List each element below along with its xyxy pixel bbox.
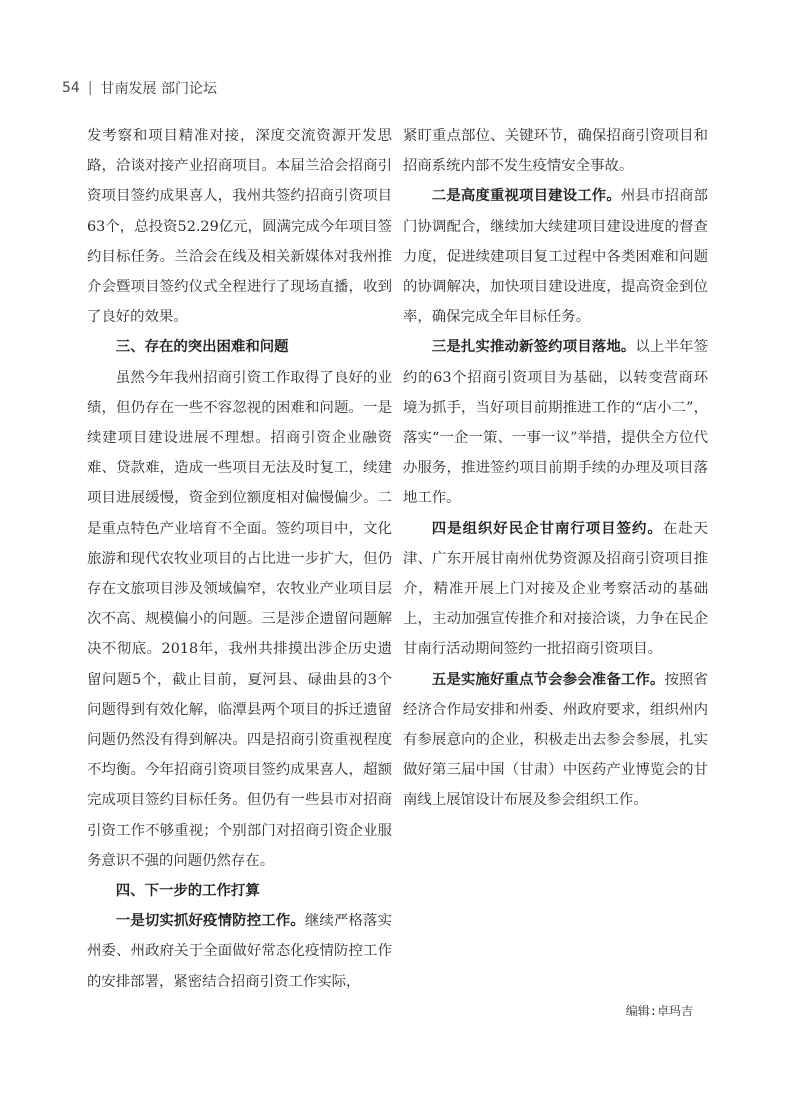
paragraph-new-projects bbox=[403, 332, 708, 513]
running-header bbox=[62, 78, 217, 98]
lead-phrase: 四是组织好民企甘南行项目签约。 bbox=[431, 520, 663, 537]
editor-credit: 编辑:卓玛吉 bbox=[625, 1004, 693, 1018]
paragraph-body: 以上半年签约的63个招商引资项目为基础，以转变营商环境为抓手，当好项目前期推进工作的“店小二”，落实“一企一策、一事一议”举措，提供全方位代办服务，推进签约项目前期手续的办理及项目落地工作。 bbox=[403, 339, 708, 507]
paragraph-body: 在赴天津、广东开展甘南州优势资源及招商引资项目推介，精准开展上门对接及企业考察活动的基础上，主动加强宣传推介和对接洽谈，力争在民企甘南行活动期间签约一批招商引资项目。 bbox=[403, 520, 708, 658]
header-separator: | bbox=[87, 80, 93, 96]
section-heading-next-steps: 四、下一步的工作打算 bbox=[115, 883, 260, 900]
paragraph-private-enterprise bbox=[403, 514, 708, 665]
paragraph-project-construction bbox=[403, 181, 708, 332]
paragraph-epidemic-control bbox=[87, 906, 392, 997]
paragraph-body: 按照省经济合作局安排和州委、州政府要求，组织州内有参展意向的企业，积极走出去参会参展，扎实做好第三届中国（甘肃）中医药产业博览会的甘南线上展馆设计布展及参会组织工作。 bbox=[403, 671, 708, 809]
paragraph-body: 继续严格落实州委、州政府关于全面做好常态化疫情防控工作的安排部署，紧密结合招商引资工作实际， bbox=[87, 913, 392, 990]
paragraph-continued: 发考察和项目精准对接，深度交流资源开发思路，洽谈对接产业招商项目。本届兰洽会招商引资项目签约成果喜人，我州共签约招商引资项目63个，总投资52.29亿元，圆满完成今年项目签约目标任务。兰洽会在线及相关新媒体对我州推介会暨项目签约仪式全程进行了现场直播，收到了良好的效果。 bbox=[87, 128, 392, 326]
section-heading-problems: 三、存在的突出困难和问题 bbox=[115, 339, 289, 356]
right-column bbox=[403, 121, 708, 816]
paragraph-body: 州县市招商部门协调配合，继续加大续建项目建设进度的督查力度，促进续建项目复工过程中各类困难和问题的协调解决，加快项目建设进度，提高资金到位率，确保完成全年目标任务。 bbox=[403, 188, 708, 326]
header-title: 甘南发展 部门论坛 bbox=[100, 81, 217, 97]
paragraph-continued: 紧盯重点部位、关键环节，确保招商引资项目和招商系统内部不发生疫情安全事故。 bbox=[403, 128, 708, 175]
lead-phrase: 二是高度重视项目建设工作。 bbox=[431, 188, 621, 205]
lead-phrase: 三是扎实推动新签约项目落地。 bbox=[431, 339, 636, 356]
paragraph-expo-preparation bbox=[403, 665, 708, 816]
left-column bbox=[87, 121, 392, 997]
lead-phrase: 五是实施好重点节会参会准备工作。 bbox=[431, 671, 665, 688]
lead-phrase: 一是切实抓好疫情防控工作。 bbox=[115, 913, 305, 930]
paragraph-problems: 虽然今年我州招商引资工作取得了良好的业绩，但仍存在一些不容忽视的困难和问题。一是续建项目建设进展不理想。招商引资企业融资难、贷款难，造成一些项目无法及时复工，续建项目进展缓慢，资金到位额度相对偏慢偏少。二是重点特色产业培育不全面。签约项目中，文化旅游和现代农牧业项目的占比进一步扩大，但仍存在文旅项目涉及领域偏窄，农牧业产业项目层次不高、规模偏小的问题。三是涉企遗留问题解决不彻底。2018年，我州共排摸出涉企历史遗留问题5个，截止目前，夏河县、碌曲县的3个问题得到有效化解，临潭县两个项目的拆迁遗留问题仍然没有得到解决。四是招商引资重视程度不均衡。今年招商引资项目签约成果喜人，超额完成项目签约目标任务。但仍有一些县市对招商引资工作不够重视；个别部门对招商引资企业服务意识不强的问题仍然存在。 bbox=[87, 369, 392, 869]
page-number: 54 bbox=[62, 80, 80, 96]
